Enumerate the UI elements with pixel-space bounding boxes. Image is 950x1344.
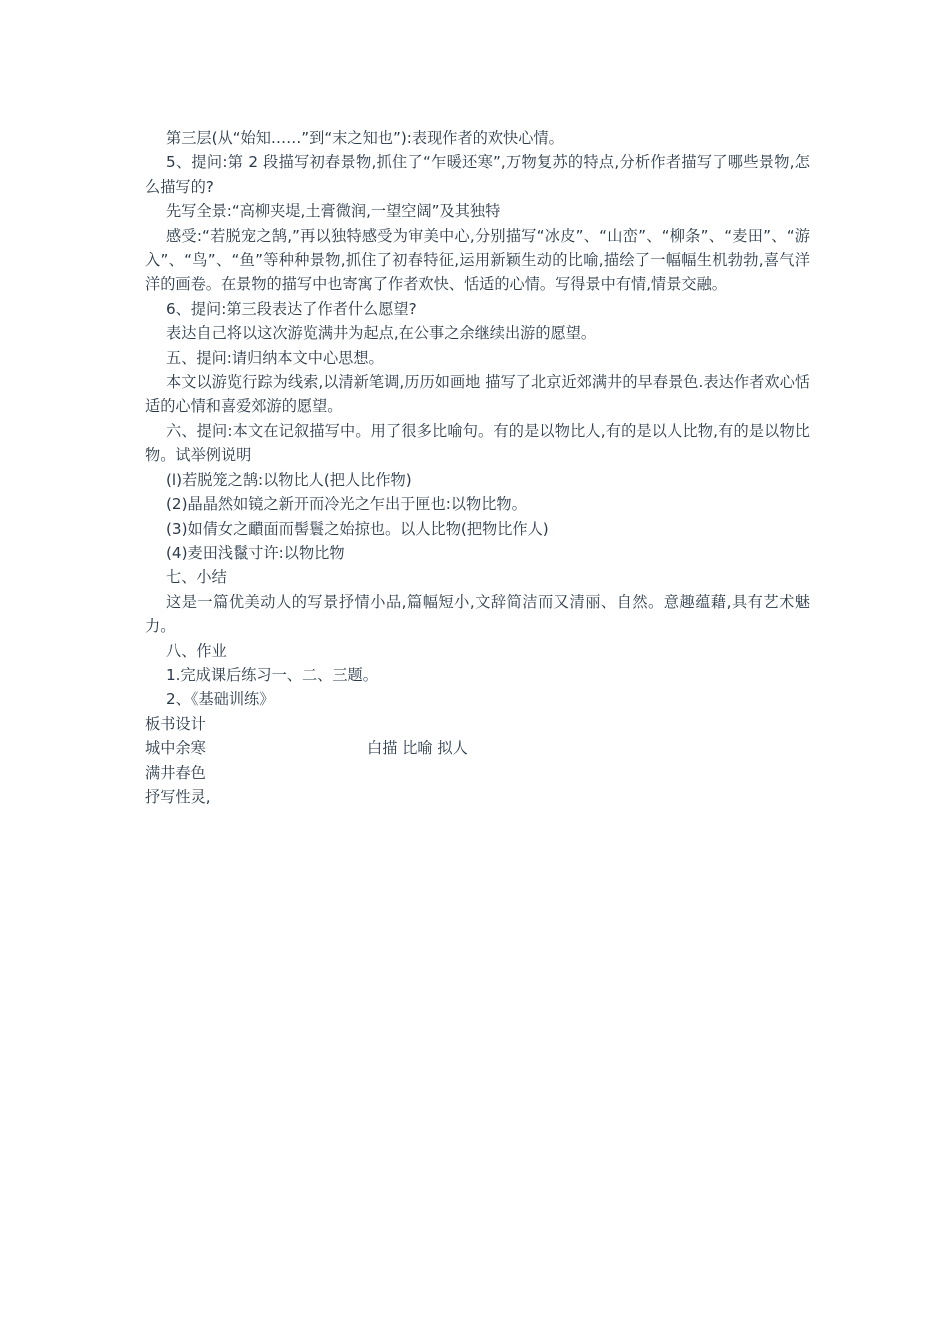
blackboard-design [145,712,810,810]
example-3: (3)如倩女之靧面而髻鬟之始掠也。以人比物(把物比作人) [166,519,549,538]
board-row-1 [145,736,810,760]
board-title-row [145,712,810,736]
section-7-text: 这是一篇优美动人的写景抒情小品,篇幅短小,文辞简洁而又清丽、自然。意趣蕴藉,具有艺术魅力。 [145,592,810,636]
board-row-3 [145,785,810,809]
answer-5-part-1: 先写全景:“高柳夹堤,土膏微润,一望空阔”及其独特 [166,202,501,221]
answer-6: 表达自己将以这次游览满井为起点,在公事之余继续出游的愿望。 [166,324,597,343]
section-7-heading: 七、小结 [166,568,227,587]
question-5: 5、提问:第 2 段描写初春景物,抓住了“乍暖还寒”,万物复苏的特点,分析作者描写了哪些景物,怎么描写的? [145,153,810,196]
answer-5-part-2: 感受:“若脱宠之鹄,”再以独特感受为审美中心,分别描写“冰皮”、“山峦”、“柳条”、“麦田”、“游入”、“鸟”、“鱼”等种种景物,抓住了初春特征,运用新颖生动的比喻,描绘了一幅幅生机勃勃,喜气洋洋的画卷。在景物的描写中也寄寓了作者欢快、恬适的心情。写得景中有情,情景交融。 [145,226,810,294]
board-title: 板书设计 [145,714,206,733]
board-row-2 [145,761,810,785]
board-row-1-right: 白描 比喻 拟人 [367,739,468,758]
example-2: (2)晶晶然如镜之新开而冷光之乍出于匣也:以物比物。 [166,495,527,514]
board-row-2-left: 满井春色 [145,763,206,782]
section-6-heading: 六、提问:本文在记叙描写中。用了很多比喻句。有的是以物比人,有的是以人比物,有的是以物比物。试举例说明 [145,421,810,465]
document-body [145,126,810,809]
layer-three-line: 第三层(从“始知……”到“末之知也”):表现作者的欢快心情。 [166,129,564,147]
section-5-heading: 五、提问:请归纳本文中心思想。 [166,348,384,367]
section-5-answer: 本文以游览行踪为线索,以清新笔调,历历如画地 描写了北京近郊满井的早春景色.表达作者欢心恬适的心情和喜爱郊游的愿望。 [145,373,810,416]
board-row-3-left: 抒写性灵, [145,787,211,806]
board-row-1-left: 城中余寒 [145,739,206,758]
example-4: (4)麦田浅鬣寸许:以物比物 [166,543,345,562]
question-6: 6、提问:第三段表达了作者什么愿望? [166,299,417,318]
section-8-heading: 八、作业 [166,641,227,660]
example-1: (l)若脱笼之鹄:以物比人(把人比作物) [166,470,412,489]
homework-1: 1.完成课后练习一、二、三题。 [166,665,378,684]
homework-2: 2、《基础训练》 [166,690,275,709]
